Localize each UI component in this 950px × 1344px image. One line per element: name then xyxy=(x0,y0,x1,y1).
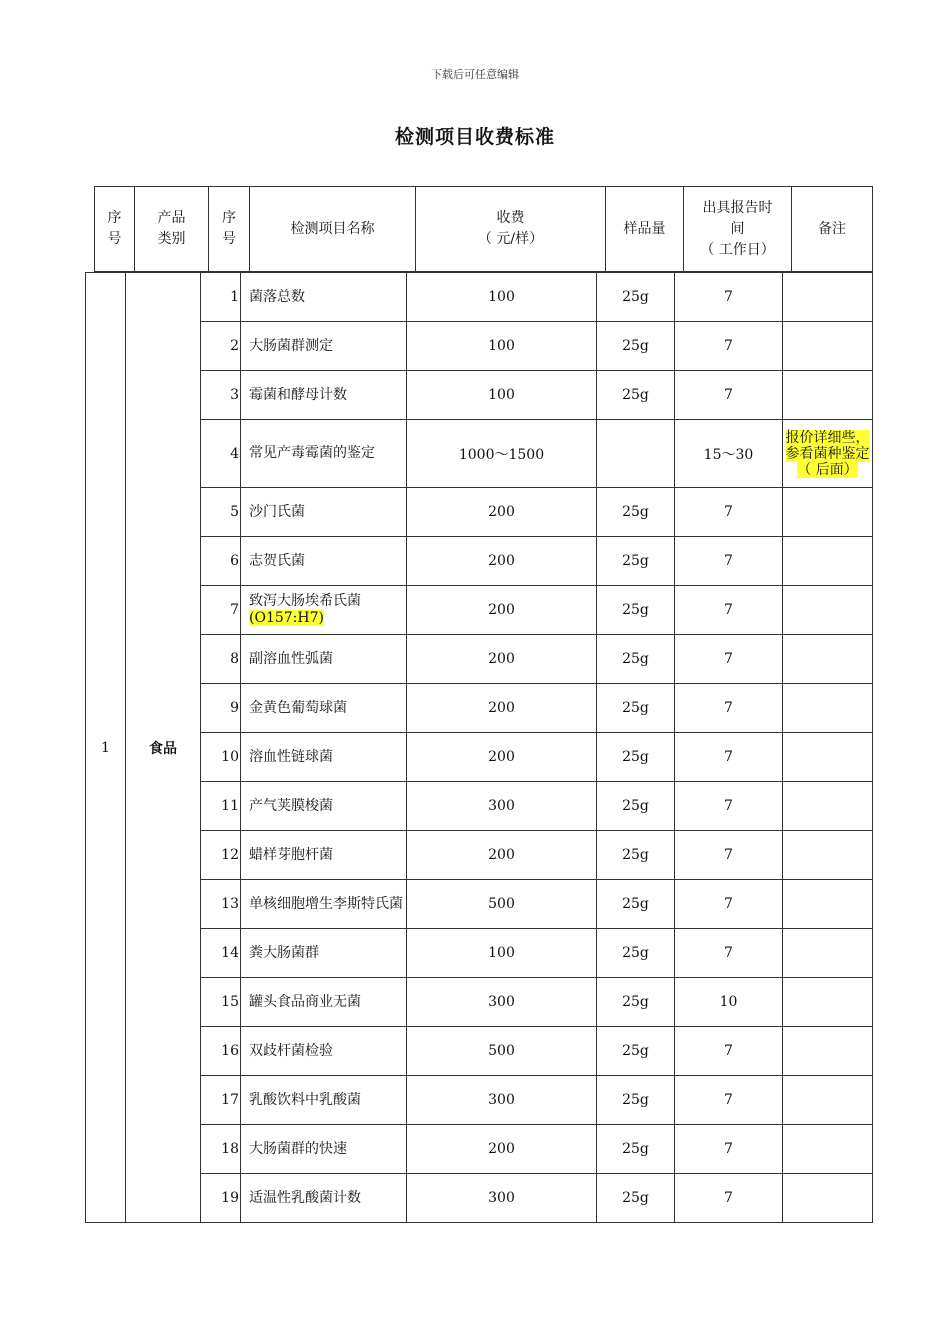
item-name: 大肠菌群测定 xyxy=(241,322,407,371)
item-days: 7 xyxy=(675,273,783,322)
header-item-name: 检测项目名称 xyxy=(250,187,416,272)
item-sample: 25g xyxy=(597,322,675,371)
item-sample: 25g xyxy=(597,1076,675,1125)
item-fee: 100 xyxy=(407,273,597,322)
item-sample: 25g xyxy=(597,831,675,880)
item-name: 志贺氏菌 xyxy=(241,537,407,586)
item-seq: 17 xyxy=(201,1076,241,1125)
item-fee: 1000～1500 xyxy=(407,420,597,488)
table-row xyxy=(86,831,873,880)
header-seq: 序号 xyxy=(95,187,135,272)
item-days: 7 xyxy=(675,684,783,733)
item-name: 大肠菌群的快速 xyxy=(241,1125,407,1174)
table-row xyxy=(86,782,873,831)
header-note: 备注 xyxy=(792,187,873,272)
group-seq: 1 xyxy=(86,273,126,1223)
group-category: 食品 xyxy=(126,273,201,1223)
item-sample: 25g xyxy=(597,978,675,1027)
item-sample: 25g xyxy=(597,733,675,782)
item-sample: 25g xyxy=(597,782,675,831)
item-fee: 100 xyxy=(407,322,597,371)
item-sample: 25g xyxy=(597,488,675,537)
item-name: 双歧杆菌检验 xyxy=(241,1027,407,1076)
item-name: 金黄色葡萄球菌 xyxy=(241,684,407,733)
item-days: 7 xyxy=(675,1125,783,1174)
item-note xyxy=(783,586,873,635)
item-name: 致泻大肠埃希氏菌(O157:H7) xyxy=(241,586,407,635)
item-name: 常见产毒霉菌的鉴定 xyxy=(241,420,407,488)
item-fee: 200 xyxy=(407,635,597,684)
item-seq: 4 xyxy=(201,420,241,488)
item-name: 产气荚膜梭菌 xyxy=(241,782,407,831)
table-row xyxy=(86,322,873,371)
item-note xyxy=(783,978,873,1027)
item-note xyxy=(783,635,873,684)
item-note xyxy=(783,371,873,420)
table-row xyxy=(86,1174,873,1223)
item-name: 沙门氏菌 xyxy=(241,488,407,537)
item-seq: 12 xyxy=(201,831,241,880)
item-note xyxy=(783,929,873,978)
item-fee: 200 xyxy=(407,537,597,586)
fee-table xyxy=(85,272,873,1223)
item-seq: 1 xyxy=(201,273,241,322)
item-sample: 25g xyxy=(597,1125,675,1174)
item-note xyxy=(783,322,873,371)
item-sample: 25g xyxy=(597,880,675,929)
item-days: 7 xyxy=(675,782,783,831)
header-item-seq: 序号 xyxy=(209,187,250,272)
item-seq: 6 xyxy=(201,537,241,586)
item-fee: 200 xyxy=(407,488,597,537)
item-note xyxy=(783,880,873,929)
item-days: 7 xyxy=(675,371,783,420)
item-fee: 100 xyxy=(407,371,597,420)
item-seq: 19 xyxy=(201,1174,241,1223)
item-seq: 15 xyxy=(201,978,241,1027)
item-days: 7 xyxy=(675,880,783,929)
item-name: 单核细胞增生李斯特氏菌 xyxy=(241,880,407,929)
item-name: 溶血性链球菌 xyxy=(241,733,407,782)
table-row xyxy=(86,273,873,322)
item-seq: 2 xyxy=(201,322,241,371)
item-days: 7 xyxy=(675,635,783,684)
table-row xyxy=(86,635,873,684)
item-note xyxy=(783,782,873,831)
item-note xyxy=(783,1027,873,1076)
header-fee: 收费 （ 元/样） xyxy=(416,187,606,272)
item-sample xyxy=(597,420,675,488)
table-row xyxy=(86,684,873,733)
table-row xyxy=(86,978,873,1027)
table-row xyxy=(86,1076,873,1125)
table-row xyxy=(86,1125,873,1174)
item-note xyxy=(783,1125,873,1174)
item-fee: 300 xyxy=(407,782,597,831)
item-fee: 500 xyxy=(407,1027,597,1076)
item-sample: 25g xyxy=(597,929,675,978)
table-row xyxy=(86,586,873,635)
item-note xyxy=(783,1076,873,1125)
item-fee: 200 xyxy=(407,684,597,733)
item-sample: 25g xyxy=(597,1174,675,1223)
item-seq: 16 xyxy=(201,1027,241,1076)
item-note xyxy=(783,273,873,322)
item-days: 7 xyxy=(675,586,783,635)
item-days: 7 xyxy=(675,831,783,880)
item-fee: 300 xyxy=(407,978,597,1027)
item-seq: 14 xyxy=(201,929,241,978)
item-name: 霉菌和酵母计数 xyxy=(241,371,407,420)
page-title: 检测项目收费标准 xyxy=(394,126,555,148)
table-row xyxy=(86,371,873,420)
item-seq: 3 xyxy=(201,371,241,420)
item-sample: 25g xyxy=(597,586,675,635)
table-header xyxy=(94,186,873,272)
header-category: 产品类别 xyxy=(135,187,209,272)
item-note xyxy=(783,684,873,733)
item-days: 7 xyxy=(675,537,783,586)
item-note xyxy=(783,733,873,782)
item-seq: 13 xyxy=(201,880,241,929)
item-seq: 5 xyxy=(201,488,241,537)
table-row xyxy=(86,880,873,929)
item-name: 菌落总数 xyxy=(241,273,407,322)
item-name: 蜡样芽胞杆菌 xyxy=(241,831,407,880)
item-fee: 100 xyxy=(407,929,597,978)
item-sample: 25g xyxy=(597,371,675,420)
item-name: 适温性乳酸菌计数 xyxy=(241,1174,407,1223)
item-days: 7 xyxy=(675,488,783,537)
item-fee: 200 xyxy=(407,586,597,635)
item-fee: 200 xyxy=(407,733,597,782)
table-row xyxy=(86,488,873,537)
item-name: 副溶血性弧菌 xyxy=(241,635,407,684)
item-note xyxy=(783,1174,873,1223)
item-sample: 25g xyxy=(597,635,675,684)
item-sample: 25g xyxy=(597,537,675,586)
item-days: 15～30 xyxy=(675,420,783,488)
item-name-highlight: (O157:H7) xyxy=(249,610,324,626)
item-seq: 10 xyxy=(201,733,241,782)
item-fee: 300 xyxy=(407,1174,597,1223)
item-days: 10 xyxy=(675,978,783,1027)
table-row xyxy=(86,733,873,782)
item-note xyxy=(783,831,873,880)
item-days: 7 xyxy=(675,1174,783,1223)
item-days: 7 xyxy=(675,322,783,371)
item-fee: 300 xyxy=(407,1076,597,1125)
item-days: 7 xyxy=(675,929,783,978)
item-seq: 8 xyxy=(201,635,241,684)
item-fee: 200 xyxy=(407,1125,597,1174)
item-days: 7 xyxy=(675,733,783,782)
table-row xyxy=(86,929,873,978)
header-report-time: 出具报告时间 （ 工作日） xyxy=(684,187,792,272)
item-note: 报价详细些，参看菌种鉴定（ 后面） xyxy=(783,420,873,488)
item-name: 粪大肠菌群 xyxy=(241,929,407,978)
item-fee: 200 xyxy=(407,831,597,880)
item-note xyxy=(783,488,873,537)
item-sample: 25g xyxy=(597,273,675,322)
watermark-text: 下载后可任意编辑 xyxy=(431,68,519,81)
item-days: 7 xyxy=(675,1076,783,1125)
item-seq: 11 xyxy=(201,782,241,831)
item-name: 乳酸饮料中乳酸菌 xyxy=(241,1076,407,1125)
item-seq: 7 xyxy=(201,586,241,635)
item-name: 罐头食品商业无菌 xyxy=(241,978,407,1027)
table-row xyxy=(86,1027,873,1076)
table-row xyxy=(86,420,873,488)
item-note xyxy=(783,537,873,586)
item-seq: 18 xyxy=(201,1125,241,1174)
header-sample: 样品量 xyxy=(606,187,684,272)
item-fee: 500 xyxy=(407,880,597,929)
item-sample: 25g xyxy=(597,684,675,733)
item-seq: 9 xyxy=(201,684,241,733)
item-days: 7 xyxy=(675,1027,783,1076)
table-row xyxy=(86,537,873,586)
item-sample: 25g xyxy=(597,1027,675,1076)
